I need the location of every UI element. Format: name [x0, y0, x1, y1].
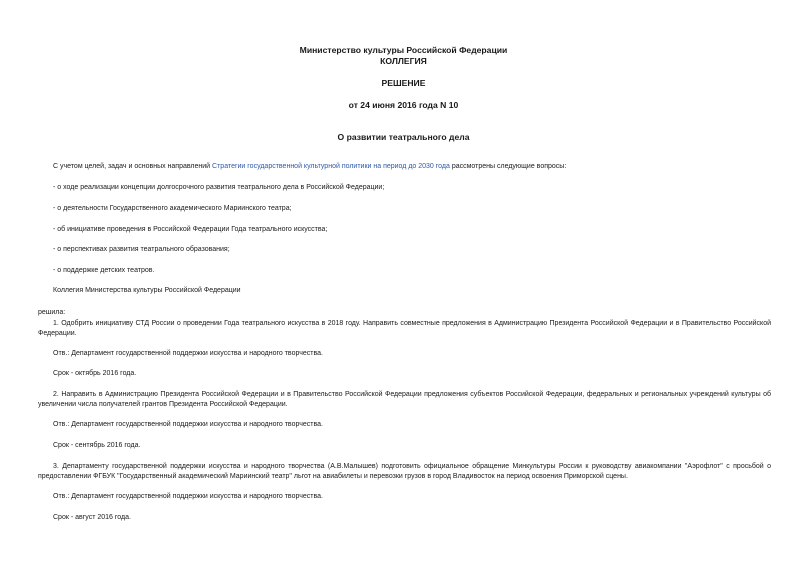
question-item: - о ходе реализации концепции долгосрочного развития театрального дела в Российской Федерации; — [53, 184, 385, 191]
decision-title: РЕШЕНИЕ — [381, 78, 426, 88]
ministry-title: Министерство культуры Российской Федерации — [299, 45, 508, 55]
decided-label: решила: — [38, 309, 66, 316]
decision-item-3: 3. Департаменту государственной поддержки искусства и народного творчества (А.В.Малышев) подготовить официальное обращение Минкультуры России к руководству авиакомпании "Аэрофлот" с просьбой о предоставлении ФГБУК "Государственный академический Мариинский театр" льгот на авиабилеты и перевозки грузов в город Владивосток на период освоения Приморской сцены. — [38, 463, 771, 480]
strategy-link[interactable]: Стратегии государственной культурной политики на период до 2030 года — [212, 163, 450, 170]
responsible-line: Отв.: Департамент государственной поддержки искусства и народного творчества. — [53, 493, 323, 500]
decision-date-number: от 24 июня 2016 года N 10 — [348, 100, 459, 110]
deadline-line: Срок - октябрь 2016 года. — [53, 370, 137, 377]
deadline-line: Срок - август 2016 года. — [53, 514, 131, 521]
decision-subject: О развитии театрального дела — [337, 132, 470, 142]
responsible-line: Отв.: Департамент государственной поддержки искусства и народного творчества. — [53, 421, 323, 428]
deadline-line: Срок - сентябрь 2016 года. — [53, 442, 141, 449]
question-item: - о поддержке детских театров. — [53, 267, 155, 274]
responsible-line: Отв.: Департамент государственной поддержки искусства и народного творчества. — [53, 350, 323, 357]
decision-item-2: 2. Направить в Администрацию Президента Российской Федерации и в Правительство Российской Федерации предложения субъектов Российской Федерации, федеральных и региональных учреждений культуры об увеличении числа получателей грантов Президента Российской Федерации. — [38, 391, 771, 408]
question-item: - о деятельности Государственного академического Мариинского театра; — [53, 205, 292, 212]
decision-item-1: 1. Одобрить инициативу СТД России о проведении Года театрального искусства в 2018 году. Направить совместные предложения в Администрацию Президента Российской Федерации и в Правительство Российской Федерации. — [38, 320, 771, 337]
question-item: - об инициативе проведения в Российской Федерации Года театрального искусства; — [53, 226, 328, 233]
board-title: КОЛЛЕГИЯ — [380, 56, 427, 66]
board-statement: Коллегия Министерства культуры Российской Федерации — [53, 287, 241, 294]
intro-paragraph — [53, 162, 771, 172]
intro-text-end: рассмотрены следующие вопросы: — [449, 163, 567, 170]
question-item: - о перспективах развития театрального образования; — [53, 246, 230, 253]
intro-text-start: С учетом целей, задач и основных направлений — [53, 163, 213, 170]
